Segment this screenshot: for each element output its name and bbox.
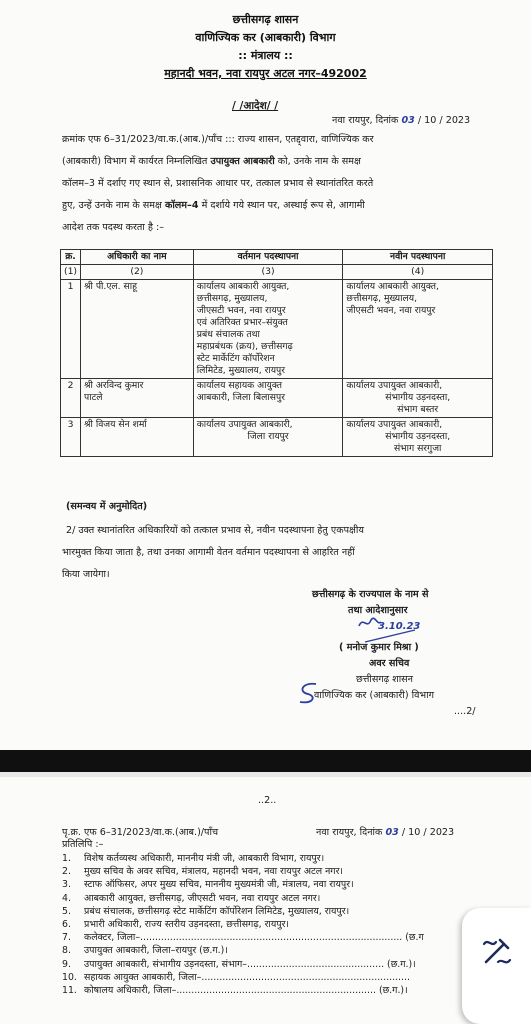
table-row: [61, 418, 493, 457]
col-header-new: नवीन पदस्थापना: [343, 250, 493, 265]
table-row: [61, 379, 493, 418]
edit-fab-button[interactable]: [462, 908, 531, 1024]
list-item: 5. प्रबंध संचालक, छत्तीसगढ़ स्टेट मार्केटिंग कॉर्पोरेशन लिमिटेड, मुख्यालय, रायपुर।: [62, 905, 350, 917]
header-govt: छत्तीसगढ़ शासन: [232, 13, 299, 26]
place-date: नवा रायपुर, दिनांक 03 / 10 / 2023: [332, 115, 471, 126]
next-page-indicator: ....2/: [454, 706, 476, 717]
cell-current: कार्यालय उपायुक्त आबकारी, जिला रायपुर: [193, 418, 343, 457]
intro-line-1: क्रमांक एफ 6–31/2023/वा.क.(आब.)/पाँच ::: राज्य शासन, एतद्द्वारा, वाणिज्यिक कर: [62, 134, 374, 145]
col-header-name: अधिकारी का नाम: [81, 250, 194, 265]
copy-place-date: नवा रायपुर, दिनांक 03 / 10 / 2023: [316, 827, 455, 838]
cell-sn: 3: [61, 418, 81, 457]
list-item: 3. स्टाफ ऑफिसर, अपर मुख्य सचिव, माननीय मुख्यमंत्री जी, मंत्रालय, नवा रायपुर।: [62, 879, 354, 891]
page-number: ..2..: [258, 795, 277, 806]
list-item: 7. कलेक्टर, जिला–........................................................................................ (छ.ग: [62, 932, 424, 944]
list-item: 11. कोषालय अधिकारी, जिला–................................................................... (छ.ग.)।: [62, 984, 408, 996]
intro-line-2: (आबकारी) विभाग में कार्यरत निम्नलिखित उपायुक्त आबकारी को, उनके नाम के समक्ष: [62, 156, 361, 167]
signature-line-2: तथा आदेशानुसार: [348, 605, 408, 616]
cell-current: कार्यालय सहायक आयुक्त आबकारी, जिला बिलासपुर: [193, 379, 343, 418]
transfer-table: [60, 249, 493, 457]
cell-name: श्री पी.एल. साहू: [81, 280, 194, 379]
handwritten-date: 03: [385, 827, 399, 838]
handwritten-sign-date: 3.10.23: [378, 621, 421, 632]
cell-name: श्री अरविन्द कुमार पाटले: [81, 379, 194, 418]
cell-name: श्री विजय सेन शर्मा: [81, 418, 194, 457]
list-item: 2. मुख्य सचिव के अवर सचिव, मंत्रालय, महानदी भवन, नवा रायपुर अटल नगर।: [62, 866, 343, 878]
cell-new: कार्यालय उपायुक्त आबकारी, संभागीय उड़नदस्ता, संभाग सरगुजा: [343, 418, 493, 457]
para2-line-3: किया जायेगा।: [62, 569, 110, 580]
header-address: महानदी भवन, नवा रायपुर अटल नगर–492002: [164, 67, 367, 80]
header-department: वाणिज्यिक कर (आबकारी) विभाग: [195, 31, 336, 44]
colnum: (1): [61, 265, 81, 280]
table-row: [61, 280, 493, 379]
copy-list: [62, 852, 482, 997]
cell-new: कार्यालय उपायुक्त आबकारी, संभागीय उड़नदस्ता, संभाग बस्तर: [343, 379, 493, 418]
signatory-govt: छत्तीसगढ़ शासन: [356, 674, 413, 685]
handwritten-date: 03: [401, 115, 415, 126]
list-item: 1. विशेष कर्तव्यस्थ अधिकारी, माननीय मंत्री जी, आबकारी विभाग, रायपुर।: [62, 853, 325, 864]
signatory-dept: वाणिज्यिक कर (आबकारी) विभाग: [314, 690, 435, 701]
list-item: 6. प्रभारी अधिकारी, राज्य स्तरीय उड़नदस्ता, छत्तीसगढ़, रायपुर।: [62, 918, 289, 930]
para2-line-2: भारमुक्त किया जाता है, तथा उनका आगामी वेतन वर्तमान पदस्थापना से आहरित नहीं: [62, 547, 355, 558]
list-item: 10. सहायक आयुक्त आबकारी, जिला–......................................................................: [62, 971, 410, 983]
table-header-row: [61, 250, 493, 265]
intro-line-3: कॉलम–3 में दर्शाए गए स्थान से, प्रशासनिक आधार पर, तत्काल प्रभाव से स्थानांतरित करते: [62, 178, 374, 189]
intro-line-5: आदेश तक पदस्थ करता है :–: [62, 222, 165, 233]
cell-sn: 1: [61, 280, 81, 379]
signatory-designation: अवर सचिव: [369, 658, 410, 669]
list-item: 9. उपायुक्त आबकारी, संभागीय उड़नदस्ता, संभाग–.............................................. (छ.ग.)।: [62, 958, 416, 970]
header-ministry: :: मंत्रालय ::: [238, 49, 293, 62]
colnum: (3): [193, 265, 343, 280]
copy-reference: पृ.क्र. एफ 6–31/2023/वा.क.(आब.)/पाँच: [62, 827, 219, 838]
para2-line-1: 2/ उक्त स्थानांतरित अधिकारियों को तत्काल प्रभाव से, नवीन पदस्थापना हेतु एकपक्षीय: [66, 525, 364, 536]
copy-label: प्रतिलिपि :–: [62, 839, 104, 850]
list-item: 8. उपायुक्त आबकारी, जिला–रायपुर (छ.ग.)।: [62, 945, 228, 957]
cell-sn: 2: [61, 379, 81, 418]
order-title: / /आदेश/ /: [232, 100, 279, 112]
intro-line-4: हुए, उन्हें उनके नाम के समक्ष कॉलम–4 में दर्शाये गये स्थान पर, अस्थाई रूप से, आगामी: [62, 200, 365, 211]
colnum: (2): [81, 265, 194, 280]
colnum: (4): [343, 265, 493, 280]
list-item: 4. आबकारी आयुक्त, छत्तीसगढ़, जीएसटी भवन, नवा रायपुर अटल नगर।: [62, 892, 321, 904]
cell-current: कार्यालय आबकारी आयुक्त, छत्तीसगढ़, मुख्यालय, जीएसटी भवन, नवा रायपुर एवं अतिरिक्त प्रभार–संयुक्त प्रबंध संचालक तथा महाप्रबंधक (क्रय), छत्तीसगढ़ स्टेट मार्केटिंग कॉर्पोरेशन लिमिटेड, मुख्यालय, रायपुर: [193, 280, 343, 379]
edit-pen-icon: [478, 932, 516, 970]
signatory-name: ( मनोज कुमार मिश्रा ): [339, 642, 419, 653]
signature-line-1: छत्तीसगढ़ के राज्यपाल के नाम से: [312, 589, 429, 600]
col-header-current: वर्तमान पदस्थापना: [193, 250, 343, 265]
approval-note: (समन्वय में अनुमोदित): [66, 501, 148, 512]
col-header-sn: क्र.: [61, 250, 81, 265]
table-colnum-row: [61, 265, 493, 280]
cell-new: कार्यालय आबकारी आयुक्त, छत्तीसगढ़, मुख्यालय, जीएसटी भवन, नवा रायपुर: [343, 280, 493, 379]
